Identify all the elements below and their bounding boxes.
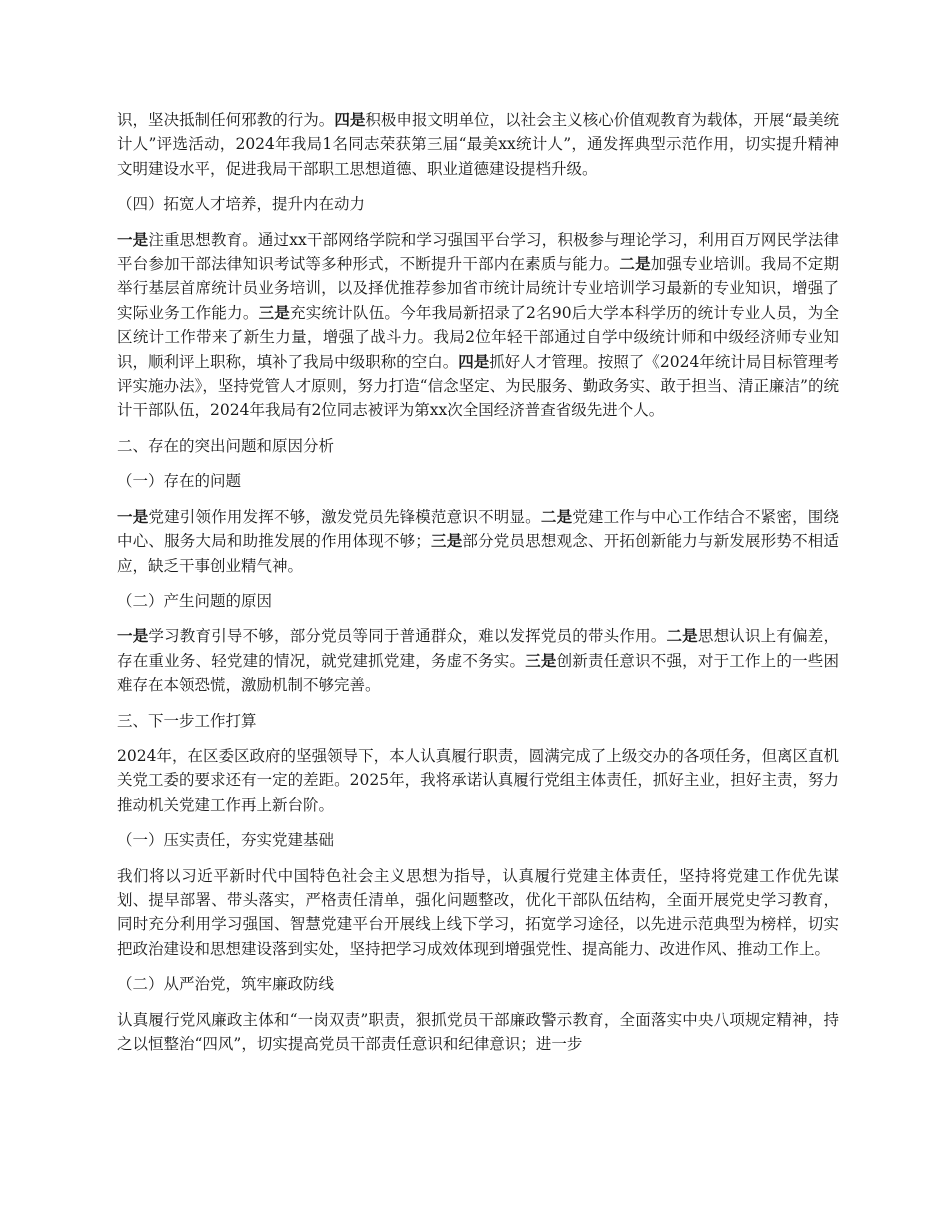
text-run: 积极申报文明单位，以社会主义核心价值观教育为载体，开展“最美统计人”评选活动，2024年我局1名同志荣获第三届“最美xx统计人”，通发挥典型示范作用，切实提升精神文明建设水平，促进我局干部职工思想道德、职业道德建设提档升级。 xyxy=(117,111,839,178)
text-run: 三、下一步工作打算 xyxy=(117,711,257,730)
emphasis-label: 四是 xyxy=(458,351,490,371)
text-run: （一）存在的问题 xyxy=(117,472,242,491)
text-run: 党建引领作用发挥不够，激发党员先锋模范意识不明显。 xyxy=(148,507,541,526)
section-heading xyxy=(117,192,839,216)
body-paragraph xyxy=(117,1008,839,1057)
section-heading xyxy=(117,434,839,458)
section-heading xyxy=(117,709,839,733)
body-paragraph xyxy=(117,744,839,817)
text-run: 我们将以习近平新时代中国特色社会主义思想为指导，认真履行党建主体责任，坚持将党建工作优先谋划、提早部署、带头落实，严格责任清单，强化问题整改，优化干部队伍结构，全面开展党史学习教育，同时充分利用学习强国、智慧党建平台开展线上线下学习，拓宽学习途径，以先进示范典型为榜样，切实把政治建设和思想建设落到实处，坚持把学习成效体现到增强党性、提高能力、改进作风、推动工作上。 xyxy=(117,866,839,958)
body-paragraph xyxy=(117,108,839,181)
text-run: 识，坚决抵制任何邪教的行为。 xyxy=(117,111,335,129)
emphasis-label: 一是 xyxy=(117,229,149,249)
section-heading xyxy=(117,972,839,996)
text-run: 注重思想教育。通过xx干部网络学院和学习强国平台学习，积极参与理论学习，利用百万网民学法律平台参加干部法律知识考试等多种形式，不断提升干部内在素质与能力。 xyxy=(117,230,839,274)
emphasis-label: 一是 xyxy=(117,626,149,646)
text-run: 创新责任意识不强，对于工作上的一些困难存在本领恐慌，激励机制不够完善。 xyxy=(117,651,839,695)
text-run: 充实统计队伍。今年我局新招录了2名90后大学本科学历的统计专业人员，为全区统计工作带来了新生力量，增强了战斗力。我局2位年轻干部通过自学中级统计师和中级经济师专业知识，顺利评上职称，填补了我局中级职称的空白。 xyxy=(117,303,839,371)
section-heading xyxy=(117,589,839,613)
text-run: 党建工作与中心工作结合不紧密，围绕中心、服务大局和助推发展的作用体现不够； xyxy=(117,507,839,551)
emphasis-label: 二是 xyxy=(540,506,573,526)
text-run: （二）从严治党，筑牢廉政防线 xyxy=(117,975,335,994)
emphasis-label: 二是 xyxy=(666,626,698,646)
section-heading xyxy=(117,828,839,852)
emphasis-label: 四是 xyxy=(334,110,366,129)
body-paragraph xyxy=(117,624,839,697)
emphasis-label: 一是 xyxy=(117,506,149,526)
text-run: （二）产生问题的原因 xyxy=(117,591,273,610)
text-run: 二、存在的突出问题和原因分析 xyxy=(117,436,335,455)
document-page xyxy=(117,108,839,1067)
body-paragraph xyxy=(117,864,839,962)
section-heading xyxy=(117,469,839,493)
text-run: （一）压实责任，夯实党建基础 xyxy=(117,831,335,850)
text-run: 抓好人才管理。按照了《2024年统计局目标管理考评实施办法》，坚持党管人才原则，努力打造“信念坚定、为民服务、勤政务实、敢于担当、清正廉洁”的统计干部队伍，2024年我局有2位同志被评为第xx次全国经济普查省级先进个人。 xyxy=(117,352,839,420)
emphasis-label: 三是 xyxy=(430,531,463,551)
emphasis-label: 三是 xyxy=(258,302,291,322)
text-run: 加强专业培训。我局不定期举行基层首席统计员业务培训，以及择优推荐参加省市统计局统计专业培训学习最新的专业知识，增强了实际业务工作能力。 xyxy=(117,255,839,322)
body-paragraph xyxy=(117,228,839,423)
emphasis-label: 三是 xyxy=(525,650,557,670)
text-run: 认真履行党风廉政主体和“一岗双责”职责，狠抓党员干部廉政警示教育，全面落实中央八项规定精神，持之以恒整治“四风”，切实提高党员干部责任意识和纪律意识；进一步 xyxy=(117,1010,839,1053)
text-run: 思想认识上有偏差，存在重业务、轻党建的情况，就党建抓党建，务虚不务实。 xyxy=(117,627,839,670)
text-run: 2024年，在区委区政府的坚强领导下，本人认真履行职责，圆满完成了上级交办的各项任务，但离区直机关党工委的要求还有一定的差距。2025年，我将承诺认真履行党组主体责任，抓好主业，担好主责，努力推动机关党建工作再上新台阶。 xyxy=(117,746,839,814)
text-run: 学习教育引导不够，部分党员等同于普通群众，难以发挥党员的带头作用。 xyxy=(148,627,667,646)
text-run: （四）拓宽人才培养，提升内在动力 xyxy=(117,195,366,214)
text-run: 部分党员思想观念、开拓创新能力与新发展形势不相适应，缺乏干事创业精气神。 xyxy=(117,532,839,575)
body-paragraph xyxy=(117,505,839,578)
emphasis-label: 二是 xyxy=(619,254,651,274)
